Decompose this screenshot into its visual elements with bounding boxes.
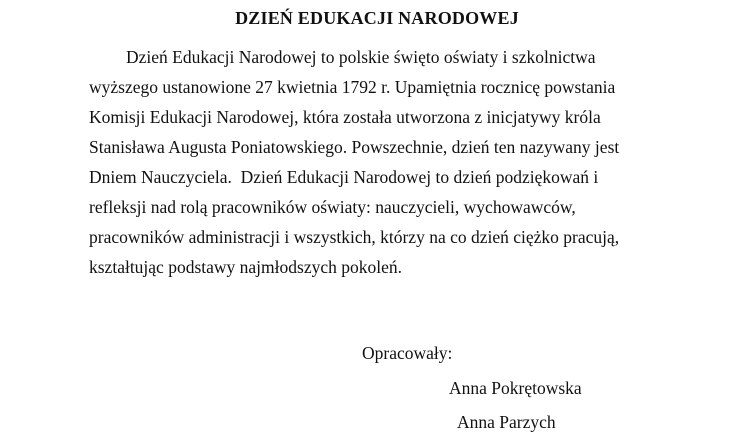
paragraph-line: Dniem Nauczyciela. Dzień Edukacji Narodowej to dzień podziękowań i	[89, 167, 599, 187]
paragraph-line: Stanisława Augusta Poniatowskiego. Powszechnie, dzień ten nazywany jest	[89, 137, 620, 157]
paragraph-line: Dzień Edukacji Narodowej to polskie święto oświaty i szkolnictwa	[126, 47, 596, 67]
paragraph-line: wyższego ustanowione 27 kwietnia 1792 r. Upamiętnia rocznicę powstania	[89, 77, 616, 97]
paragraph-line: kształtując podstawy najmłodszych pokoleń.	[89, 257, 402, 277]
paragraph-line: Komisji Edukacji Narodowej, która została utworzona z inicjatywy króla	[89, 107, 601, 127]
document-title: DZIEŃ EDUKACJI NARODOWEJ	[235, 8, 519, 28]
paragraph-line: refleksji nad rolą pracowników oświaty: nauczycieli, wychowawców,	[89, 197, 576, 217]
prepared-by-label: Opracowały:	[362, 343, 453, 363]
author-name: Anna Parzych	[457, 412, 556, 432]
paragraph-line: pracowników administracji i wszystkich, którzy na co dzień ciężko pracują,	[89, 227, 620, 247]
author-name: Anna Pokrętowska	[449, 378, 582, 398]
